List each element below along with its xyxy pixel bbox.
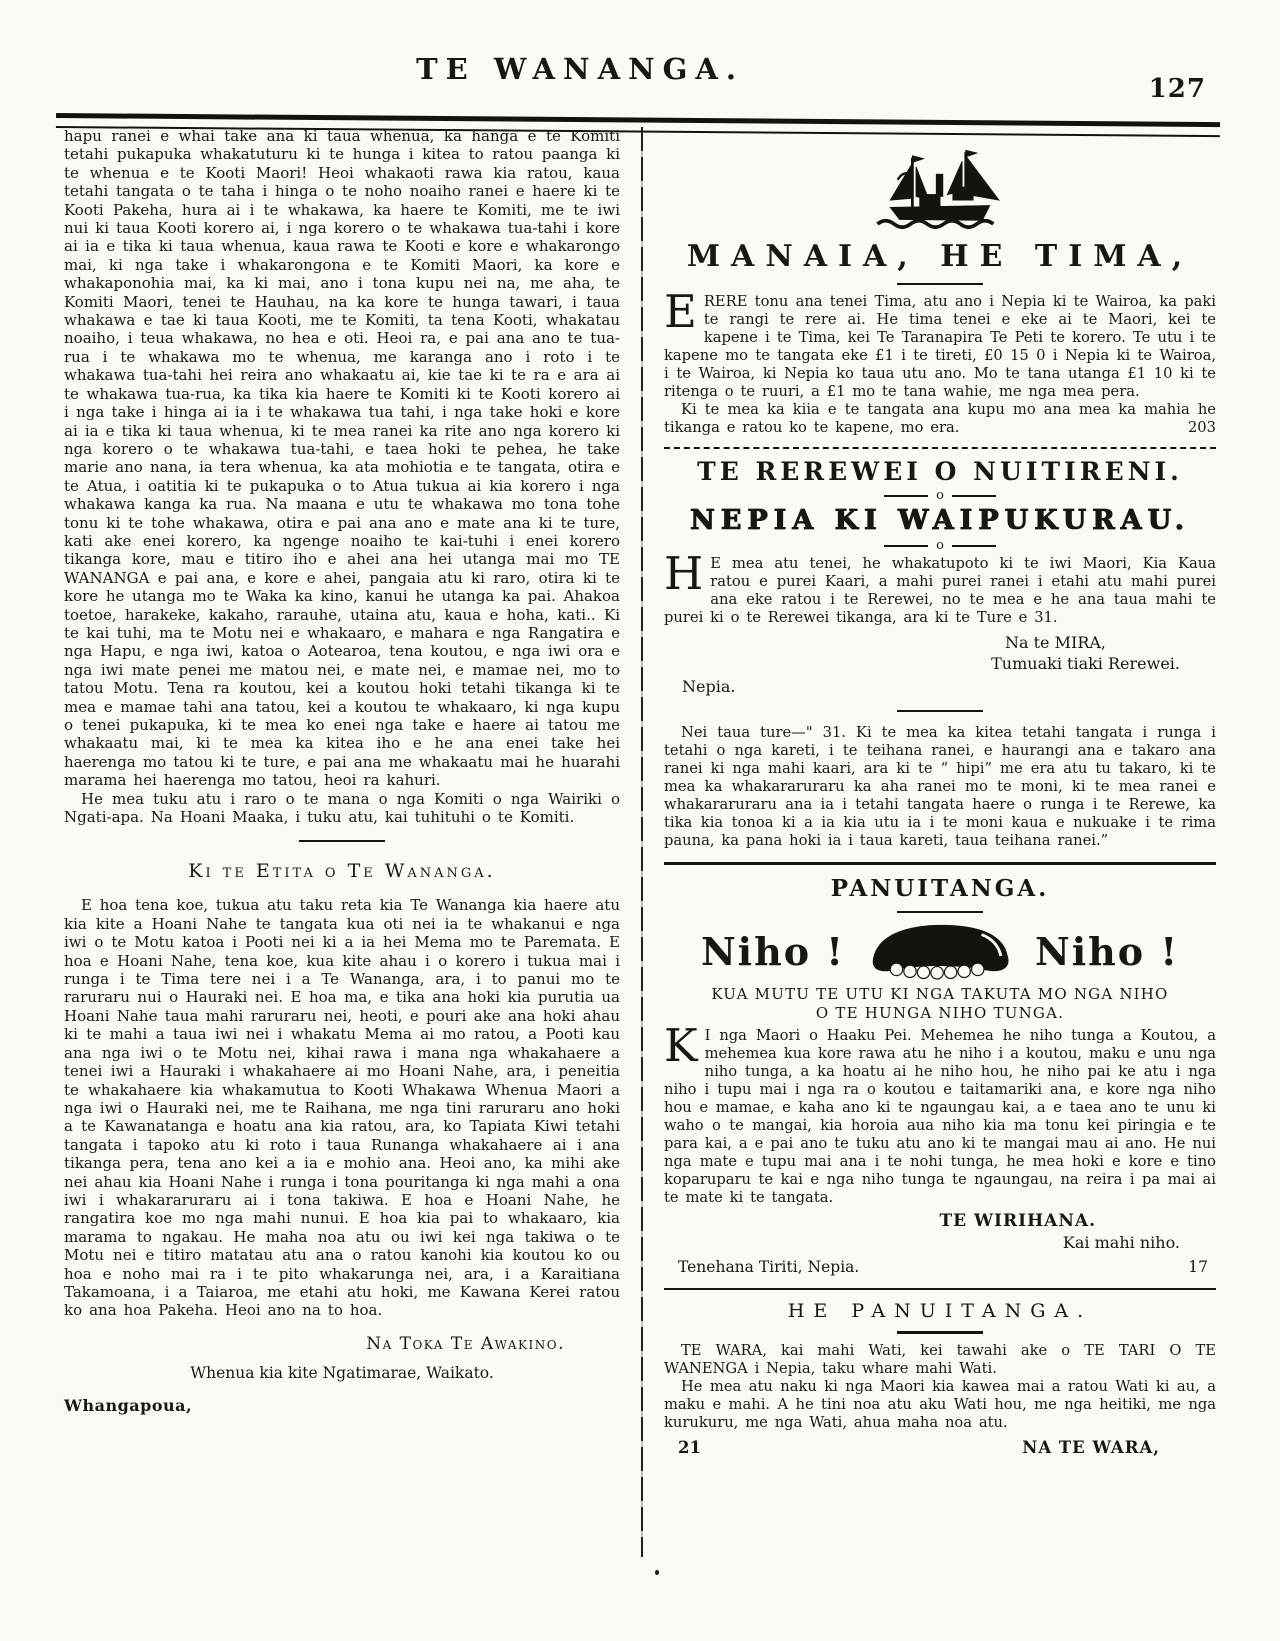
letter-body-paragraph: E hoa tena koe, tukua atu taku reta kia Te Wananga kia haere atu kia kite a Hoani Nahe te tangata kua oti nei ia te whakanui e nga iwi o te Motu katoa i Pooti nei ki a ia hei Mema mo te Paremata. E hoa e Hoani Nahe, tena koe, kua kite ahau i o korero i tukua mai i runga i te Tima tere nei i a Te Wananga, ara, i to panui mo te raruraru nui o Hauraki nei. E hoa ma, e tika ana hoki kia purutia ua Hoani Nahe taua mahi raruraru nei, heoti, e pouri ake ana hoki ahau ki te mahi a taua iwi nei i whakatu Mema ai mo ratou, a Pooti kau ana nga iwi o te Motu nei, kihai rawa i mana nga whakahaere a tenei iwi a Hauraki i whakahaere ai mo Hoani Nahe, ara, i peneitia te whakahaere kia whakamutua to Kooti Whakawa Whenua Maori a nga iwi o Hauraki nei, me te Raihana, me nga tini raruraru ano hoki a te Kawanatanga e hoatu ana kia ratou, ara, ko Tapiata Kiwi tetahi tangata i tapoko atu ki roto i taua Runanga whakahaere ai i ana tikanga pera, tena ano kei a ia e mohio ana. Heoi ano, ka mihi ake nei ahau kia Hoani Nahe i runga i tona pouritanga ki nga mahi a ona iwi i whakararuraru ai i tona takiwa. E hoa e Hoani Nahe, he rangatira koe mo nga mahi nunui. E hoa kia pai to whakaaro, kia marama to ngakau. He maha noa atu ou iwi kei nga takiwa o te Motu nei e titiro matatau atu ana o ratou kanohi kia koutou ko ou hoa e noho mai ra i te pito whakarunga nei, ara, i a Karaitiana Takamoana, i a Taiaroa, me etahi atu hoki, me Kawana Kerei ratou ko ana hoa Pakeha. Heoi ano na to hoa. [64,896,620,1320]
niho-word-left: Niho ! [700,928,845,974]
dentist-signature-name: TE WIRIHANA. [939,1211,1096,1231]
section-dashed-rule [664,447,1216,449]
dentist-signature-title: Kai mahi niho. [1062,1233,1180,1252]
headline-rule [897,283,983,285]
he-panuitanga-headline: HE PANUITANGA. [787,1300,1093,1322]
ornament-o: o [936,488,944,503]
watchmaker-signature-name: NA TE WARA, [1022,1438,1160,1457]
committee-note-paragraph: He mea tuku atu i raro o te mana o nga Komiti o nga Wairiki o Ngati-apa. Na Hoani Maaka, i tuku atu, kai tuhituhi o te Komiti. [64,789,620,827]
ornament-divider [664,488,1216,503]
left-column [64,127,620,1415]
dentures-icon [865,921,1015,981]
dentist-subheadline-line1: KUA MUTU TE UTU KI NGA TAKUTA MO NGA NIHO [711,985,1169,1003]
manaia-body-text: RERE tonu ana tenei Tima, atu ano i Nepia ki te Wairoa, ka paki te rangi te rere ai. He tima tenei e eke ai te Maori, kei te kapene i te Tima, kei Te Taranapira Te Peti te korero. Te utu i te kapene mo te tangata eke £1 i te tireti, £0 15 0 i Nepia ki te Wairoa, i te Wairoa, ki Nepia ko taua utu ano. Mo te tana utanga £1 10 ki te ritenga o te ruuri, a £1 mo te tana wahie, me nga mea pera. [664,293,1216,400]
dropcap-k: K [664,1019,698,1072]
headline-rule [897,1331,983,1334]
railway-subheadline: NEPIA KI WAIPUKURAU. [690,505,1190,536]
dropcap-h: H [664,547,704,600]
dentist-body-paragraph [664,1019,1216,1207]
section-rule [897,710,983,712]
railway-headline: TE REREWEI O NUITIRENI. [697,457,1183,486]
dentist-body-text: I nga Maori o Haaku Pei. Mehemea he niho tunga a Koutou, a mehemea kua kore rawa atu he niho i a koutou, maku e unu nga niho tunga, a ka hoatu ai he niho hou, he niho pai ke atu i nga niho i tupu mai i nga ra o koutou e taitamariki ana, e kore nga niho hou e mamae, e kaha ano ki te ngaungau kai, a e taea ano te unu ki waho o te mangai, kia horoia aua niho kia ma tonu kei piringia e te para kai, a e pai ano te tuku atu ano ki te mangai mau ai ano. He nui nga mate e tupu mai ana i te nohi tunga, he mea hoki e kore e tino koparuparu te kai e nga niho tunga te ngaungau, na reira i pa mai ai te mate ki te tangata. [664,1027,1216,1206]
letter-heading: Ki te Etita o Te Wananga. [188,860,496,883]
panuitanga-headline: PANUITANGA. [830,875,1050,902]
railway-body-text: E mea atu tenei, he whakatupoto ki te iwi Maori, Kia Kaua ratou e purei Kaari, a mahi purei ranei i etahi atu mahi purei ana eke ratou i te Rerewei, no te mea e he ana taua mahi te purei ki o te Rerewei tikanga, ara ki te Ture e 31. [664,555,1216,626]
section-rule [299,840,385,842]
masthead-title: TE WANANGA. [416,52,744,86]
railway-signature-title: Tumuaki tiaki Rerewei. [991,654,1180,673]
manaia-headline: MANAIA, HE TIMA, [686,239,1194,274]
ornament-o: o [936,538,944,553]
railway-law-paragraph: Nei taua ture—" 31. Ki te mea ka kitea tetahi tangata i runga i tetahi o nga kareti, i te teihana ranei, e haurangi ana e takaro ana ranei ki nga mahi kaari, ara ki te “ hipi” me era atu tu takaro, ki te mea ka whakararuraru ka aha ranei mo te moni, ki te mea ranei e whakararuraru ana ia i tetahi tangata haere o runga i te Rerewe, ka tika kia tonoa ki a ia kia utu ia i te moni kaua e nukuake i te rima pauna, ka pana hoki ia i taua kareti, taua teihana ranei.” [664,724,1216,849]
advert-number: 21 [678,1438,701,1457]
railway-signature-name: Na te MIRA, [1005,633,1106,652]
railway-signature-place: Nepia. [682,677,736,696]
niho-word-right: Niho ! [1035,928,1180,974]
teeth-advert-row [664,921,1216,981]
column-divider-rule [641,127,643,1557]
dropcap-e: E [664,285,697,338]
dentist-address-row [664,1258,1216,1276]
letter-address-line: Whenua kia kite Ngatimarae, Waikato. [190,1363,494,1382]
headline-rule [897,911,983,913]
steamship-icon [874,143,1006,235]
advert-number: 17 [1188,1258,1208,1276]
letter-place: Whangapoua, [64,1395,193,1415]
watchmaker-paragraph-2: He mea atu naku ki nga Maori kia kawea mai a ratou Wati ki au, a maku e mahi. A he tini noa atu aku Wati hou, me nga heitiki, me nga kurukuru, me nga Wati, ahua maha noa atu. [664,1378,1216,1431]
dentist-address: Tenehana Tiriti, Nepia. [678,1258,860,1276]
advert-number: 203 [1187,419,1216,436]
dentist-subheadline-line2: O TE HUNGA NIHO TUNGA. [815,1004,1065,1022]
ink-speck [655,1570,659,1575]
dentist-subheadline [664,985,1216,1023]
ornament-divider [664,538,1216,553]
manaia-body-paragraph [664,285,1216,401]
letter-signature: Na Toka Te Awakino. [366,1333,565,1354]
watchmaker-paragraph-1: TE WARA, kai mahi Wati, kei tawahi ake o TE TARI O TE WANENGA i Nepia, taku whare mahi Wati. [664,1342,1216,1377]
railway-body-paragraph [664,547,1216,627]
section-heavy-rule [664,862,1216,865]
court-article-paragraph: hapu ranei e whai take ana ki taua whenua, ka hanga e te Komiti tetahi pukapuka whakatuturu ki te hunga i kitea to ratou paanga ki te whenua e te Kooti Maori! Heoi whakaoti rawa kia ratou, kaua tetahi tangata o te taha i hinga o te noho noaiho ranei e haere ki te Kooti Pakeha, hura ai i te whakawa, ka haere te Komiti, me te iwi nui ki taua Kooti korero ai, i nga korero o te whakawa tua-tahi i kore ai ia e tika ki taua whenua, kaua rawa te Kooti e kore e whakarongo mai, ki nga take i whakarongona e te Komiti Maori, ka kore e whakaponohia mai, ka ki mai, ano i tona kupu nei na, me aha, te Komiti Maori, tenei te Hauhau, na ka kore te hunga tawari, i taua whakawa e tae ki taua Kooti, me te Komiti, ta tena Kooti, whakatau noaiho, i teua whakawa, no hea e oti. Heoi ra, e pai ana ano te tua-rua i te whakawa mo te whenua, me karanga ano i roto i te whakawa tua-tahi hei reira ano whakaatu ai, kie tae ki te ra e ara ai te whakawa tua-rua, ka tika kia haere te Komiti ki te Kooti korero ai i nga take i hinga ai ia i te whakawa tua tahi, i nga take hoki e kore ai ia e tika ki taua whenua, ki te mea ranei ka rite ano nga korero ki nga korero o te whakawa tua-tahi, e taea hoki te pehea, he take marie ano nana, ia tera whenua, ka ata mohiotia e te tangata, otira e te Atua, i oatitia ki te pukapuka o to Atua tukua ai kia korero i nga whakawa kanga ka rua. Na maana e utu te whakawa mo tona tohe tonu ki te tohe whakawa, otira e pai ana ano e mate ana ki te ture, kati ake enei korero, ka ngenge noaiho te kai-tuhi i enei korero tikanga kore, mau e titiro iho e ahei ana hei utanga mai mo TE WANANGA e pai ana, e kore e ahei, pangaia atu ki raro, otira ki te kore he utanga mo te Waka ka kino, kanui he utanga ka pai. Ahakoa toetoe, harakeke, kakaho, rarauhe, utaina atu, kaua e hoha, kati.. Ki te kai tuhi, ma te Motu nei e whakaaro, e mahara e nga Rangatira e nga Hapu, e nga iwi, katoa o Aotearoa, tena koutou, e nga iwi ora e nga iwi mate penei me matou nei, e mate nei, e mamae nei, mo to tatou Motu. Tena ra koutou, kei a koutou hoki tetahi tikanga ki te mea e mamae tahi ana tatou, kei a koutou te whakaaro, ki nga kupu o tenei pukapuka, ki te mea ko enei nga take e haere ai tatou me whakaatu mai, ki te mea ka kitea iho e he ana enei take hei haerenga mo tatou ki te ture, e pai ana me whakaatu mai he huarahi marama hei haerenga mo tatou, heoi ra kahuri. [64,127,620,790]
manaia-note-text: Ki te mea ka kiia e te tangata ana kupu mo ana mea ka mahia he tikanga e ratou ko te kapene, mo era. [664,401,1216,436]
manaia-note-paragraph [664,401,1216,437]
watchmaker-signature-row [664,1438,1216,1457]
ship-illustration-row [664,143,1216,235]
section-rule [664,1288,1216,1290]
page-number: 127 [1148,74,1206,104]
right-column [664,127,1216,1457]
